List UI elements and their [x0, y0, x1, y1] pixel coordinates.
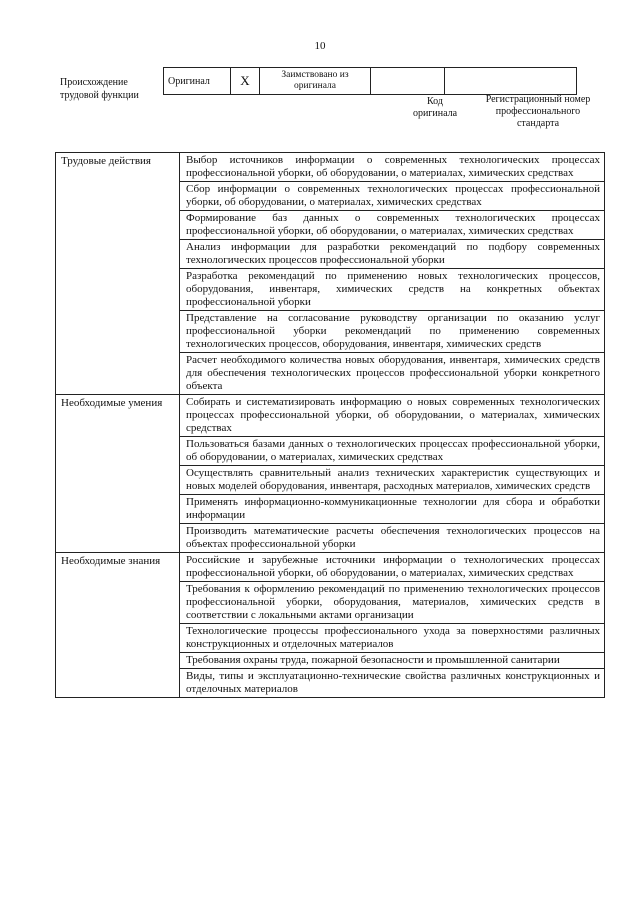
item-description: Анализ информации для разработки рекомендаций по подбору современных технологических процессов профессиональной уборки: [180, 240, 605, 269]
original-mark: X: [231, 68, 260, 95]
item-description: Расчет необходимого количества новых оборудования, инвентаря, химических средств для обеспечения технологических процессов профессиональной уборки конкретного объекта: [180, 353, 605, 395]
table-row: [56, 153, 605, 182]
item-description: Осуществлять сравнительный анализ технических характеристик существующих и новых моделей оборудования, инвентаря, расходных материалов, химических средств: [180, 466, 605, 495]
page-number: 10: [314, 40, 326, 52]
table-row: [56, 395, 605, 437]
reg-number-cell: [445, 68, 577, 95]
table-row: [56, 553, 605, 582]
code-cell: [371, 68, 445, 95]
borrowed-cell: Заимствовано из оригинала: [260, 68, 371, 95]
item-description: Собирать и систематизировать информацию о новых современных технологических процессах профессиональной уборки, об оборудовании, о материалах, химических средствах: [180, 395, 605, 437]
original-cell: Оригинал: [164, 68, 231, 95]
code-caption: Код оригинала: [412, 96, 458, 119]
item-description: Требования охраны труда, пожарной безопасности и промышленной санитарии: [180, 653, 605, 669]
item-description: Выбор источников информации о современных технологических процессах профессиональной уборки, об оборудовании, о материалах, химических средствах: [180, 153, 605, 182]
function-table: [55, 152, 605, 698]
item-description: Производить математические расчеты обеспечения технологических процессов на объектах профессиональной уборки: [180, 524, 605, 553]
item-description: Разработка рекомендаций по применению новых технологических процессов, оборудования, инвентаря, химических средств на конкретных объектах профессиональной уборки: [180, 269, 605, 311]
item-description: Представление на согласование руководству организации по оказанию услуг профессиональной уборки рекомендаций по применению современных технологических процессов, оборудования, инвентаря, химических средств: [180, 311, 605, 353]
item-description: Сбор информации о современных технологических процессах профессиональной уборки, об оборудовании, о материалах, химических средствах: [180, 182, 605, 211]
item-description: Формирование баз данных о современных технологических процессах профессиональной уборки, об оборудовании, о материалах, химических средствах: [180, 211, 605, 240]
item-description: Применять информационно-коммуникационные технологии для сбора и обработки информации: [180, 495, 605, 524]
item-description: Пользоваться базами данных о технологических процессах профессиональной уборки, об оборудовании, о материалах, химических средствах: [180, 437, 605, 466]
reg-number-caption: Регистрационный номер профессионального стандарта: [485, 94, 591, 129]
section-label: Необходимые знания: [56, 553, 180, 698]
item-description: Виды, типы и эксплуатационно-технические свойства различных конструкционных и отделочных материалов: [180, 669, 605, 698]
item-description: Требования к оформлению рекомендаций по применению технологических процессов профессиональной уборки, оборудования, материалов, химических средств в соответствии с локальными актами организации: [180, 582, 605, 624]
item-description: Технологические процессы профессионального ухода за поверхностями различных конструкционных и отделочных материалов: [180, 624, 605, 653]
origin-label: Происхождение трудовой функции: [60, 77, 139, 101]
section-label: Трудовые действия: [56, 153, 180, 395]
origin-table: [163, 67, 577, 95]
section-label: Необходимые умения: [56, 395, 180, 553]
item-description: Российские и зарубежные источники информации о технологических процессах профессиональной уборки, об оборудовании, о материалах, химических средствах: [180, 553, 605, 582]
